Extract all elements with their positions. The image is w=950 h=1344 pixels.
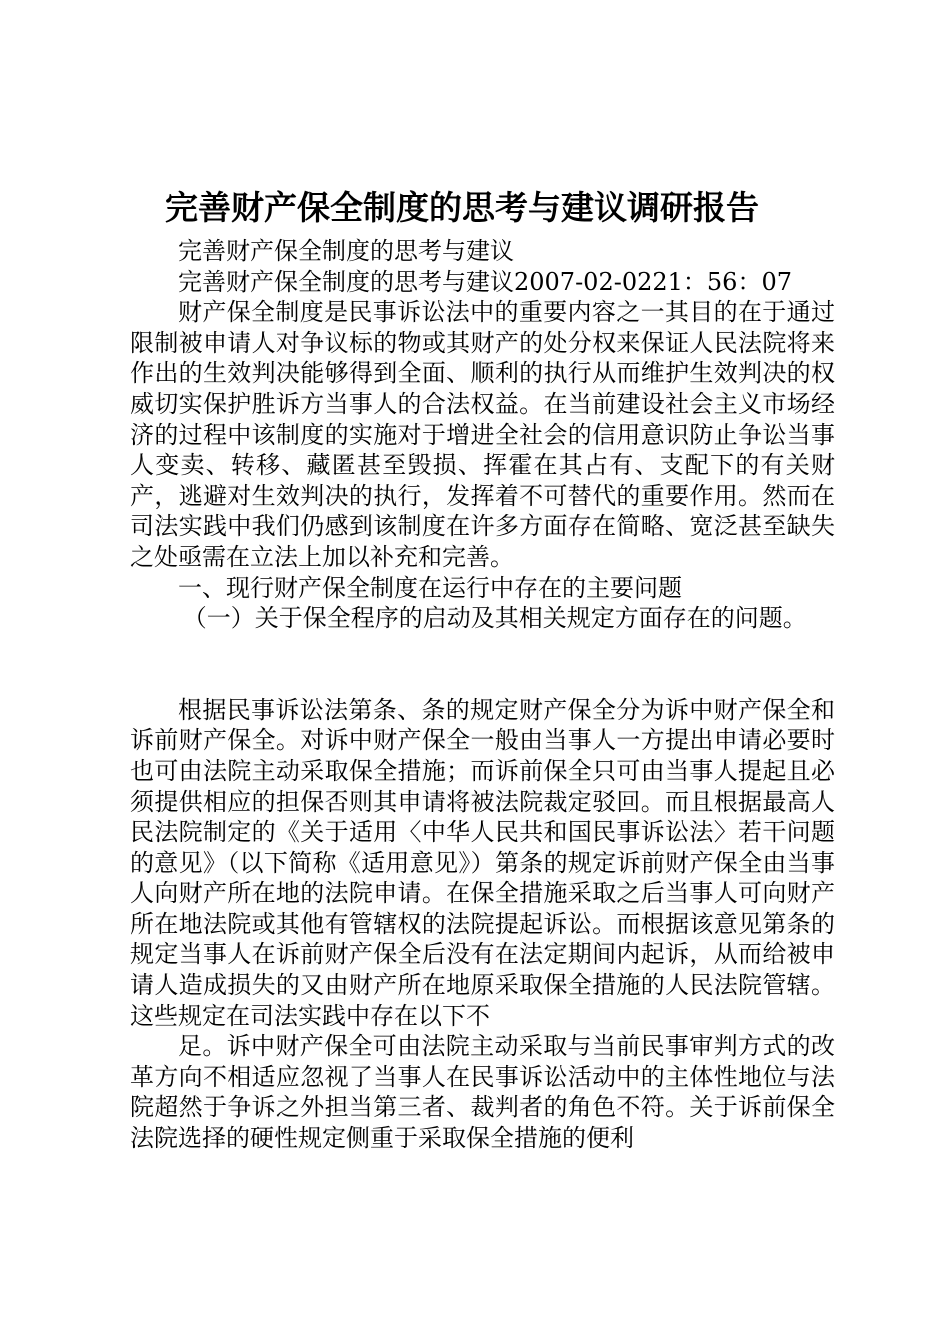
body-paragraph: 根据民事诉讼法第条、条的规定财产保全分为诉中财产保全和诉前财产保全。对诉中财产保全一般由当事人一方提出申请必要时也可由法院主动采取保全措施；而诉前保全只可由当事人提起且必须提供相应的担保否则其申请将被法院裁定驳回。而且根据最高人民法院制定的《关于适用〈中华人民共和国民事诉讼法〉若干问题的意见》（以下简称《适用意见》）第条的规定诉前财产保全由当事人向财产所在地的法院申请。在保全措施采取之后当事人可向财产所在地法院或其他有管辖权的法院提起诉讼。而根据该意见第条的规定当事人在诉前财产保全后没有在法定期间内起诉，从而给被申请人造成损失的又由财产所在地原采取保全措施的人民法院管辖。这些规定在司法实践中存在以下不 (130, 695, 835, 1030)
section-heading: 一、现行财产保全制度在运行中存在的主要问题 (178, 573, 682, 602)
subsection-heading: （一）关于保全程序的启动及其相关规定方面存在的问题。 (182, 604, 807, 633)
subtitle-date-paragraph: 完善财产保全制度的思考与建议2007-02-0221：56：07 (178, 267, 792, 296)
blank-line (130, 634, 835, 695)
body-paragraph: 足。诉中财产保全可由法院主动采取与当前民事审判方式的改革方向不相适应忽视了当事人在民事诉讼活动中的主体性地位与法院超然于争诉之外担当第三者、裁判者的角色不符。关于诉前保全法院选择的硬性规定侧重于采取保全措施的便利 (130, 1032, 835, 1153)
document-title: 完善财产保全制度的思考与建议调研报告 (165, 188, 759, 227)
subtitle-paragraph: 完善财产保全制度的思考与建议 (178, 237, 514, 265)
intro-paragraph: 财产保全制度是民事诉讼法中的重要内容之一其目的在于通过限制被申请人对争议标的物或其财产的处分权来保证人民法院将来作出的生效判决能够得到全面、顺利的执行从而维护生效判决的权威切实保护胜诉方当事人的合法权益。在当前建设社会主义市场经济的过程中该制度的实施对于增进全社会的信用意识防止争讼当事人变卖、转移、藏匿甚至毁损、挥霍在其占有、支配下的有关财产，逃避对生效判决的执行，发挥着不可替代的重要作用。然而在司法实践中我们仍感到该制度在许多方面存在简略、宽泛甚至缺失之处亟需在立法上加以补充和完善。 (130, 298, 835, 571)
document-body (130, 236, 835, 1154)
